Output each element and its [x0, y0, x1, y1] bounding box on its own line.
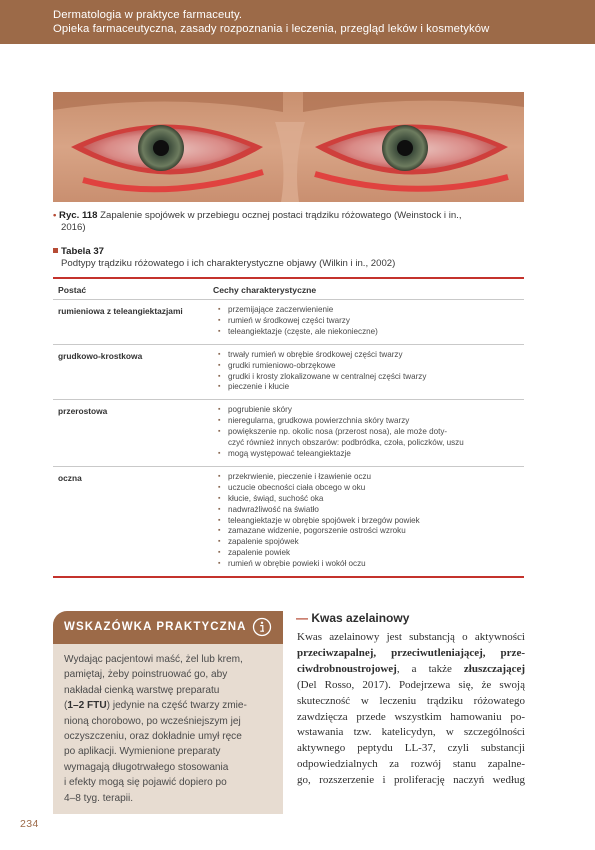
feature-item: ▪ grudki rumieniowo-obrzękowe: [218, 361, 524, 372]
row-subtype-name: oczna: [58, 472, 82, 483]
header-book-subtitle: Opieka farmaceutyczna, zasady rozpoznania i leczenia, przegląd leków i kosmetyków: [53, 23, 490, 35]
table-row: [53, 345, 524, 400]
feature-item: ▪ trwały rumień w obrębie środkowej części twarzy: [218, 350, 524, 361]
body-line: zawdzięcza przede wszystkim hamowaniu po-: [297, 710, 525, 723]
section-heading: [296, 611, 409, 625]
feature-item-text: powiększenie np. okolic nosa (przerost nosa), ale może doty-: [228, 427, 448, 437]
tip-line: wymagają długotrwałego stosowania: [64, 761, 229, 773]
tip-line: nakładał cienką warstwę preparatu: [64, 684, 220, 696]
body-line: wstawania tzw. katelicydyn, w szczególności: [297, 726, 525, 739]
row-subtype-name: przerostowa: [58, 406, 108, 417]
page-number: 234: [20, 818, 39, 830]
table-row: [53, 300, 524, 344]
feature-item: ▪ pogrubienie skóry: [218, 405, 524, 416]
body-line: go, rozszerzenie i proliferację naczyń według: [297, 774, 525, 787]
table-label: Tabela 37: [61, 246, 105, 257]
figure-photo-eyes: [53, 92, 524, 202]
feature-item: ▪ grudki i krosty zlokalizowane w centralnej części twarzy: [218, 372, 524, 383]
tip-line: nioną chorobowo, po wcześniejszym jej: [64, 715, 241, 727]
practical-tip-text: [64, 652, 276, 806]
feature-item: ▪ nieregularna, grudkowa powierzchnia skóry twarzy: [218, 416, 524, 427]
feature-item: ▪ zamazane widzenie, pogorszenie ostrości wzroku: [218, 526, 524, 537]
feature-item: ▪ kłucie, świąd, suchość oka: [218, 494, 524, 505]
heading-dash-icon: —: [296, 611, 308, 625]
practical-tip-header: [53, 611, 283, 644]
page-header: [0, 0, 595, 44]
row-subtype-name: grudkowo-krostkowa: [58, 350, 143, 361]
table-title: Podtypy trądziku różowatego i ich charakterystyczne objawy (Wilkin i in., 2002): [61, 258, 396, 269]
figure-caption: [53, 210, 528, 234]
practical-tip-box: [53, 644, 283, 814]
figure-label: Ryc. 118: [59, 210, 98, 221]
tip-line: pamiętaj, żeby poinstruować go, aby: [64, 669, 228, 681]
table-header-features: Cechy charakterystyczne: [213, 285, 317, 295]
row-feature-list: [218, 300, 524, 344]
body-line: Kwas azelainowy jest substancją o aktywności: [297, 631, 525, 643]
rosacea-subtypes-table: [53, 277, 524, 578]
feature-item: ▪ nadwrażliwość na światło: [218, 505, 524, 516]
table-caption: [53, 246, 528, 270]
row-feature-list: [218, 400, 524, 466]
figure-caption-text: Zapalenie spojówek w przebiegu ocznej postaci trądziku różowatego (Weinstock i in.,: [100, 210, 462, 221]
body-line: ciwdrobnoustrojowej, a także złuszczającej: [297, 662, 525, 675]
section-heading-text: Kwas azelainowy: [311, 611, 410, 625]
info-icon: [252, 617, 272, 637]
table-header-row: [53, 279, 524, 299]
row-feature-list: [218, 467, 524, 576]
feature-item: ▪ uczucie obecności ciała obcego w oku: [218, 483, 524, 494]
section-body-text: [297, 630, 525, 789]
feature-item: ▪ teleangiektazje w obrębie spojówek i brzegów powiek: [218, 516, 524, 527]
body-line: odpowiedzialnych za rozwój stanu zapalne-: [297, 758, 525, 771]
table-header-form: Postać: [58, 285, 87, 295]
feature-item: ▪ przekrwienie, pieczenie i łzawienie oczu: [218, 472, 524, 483]
feature-item-continuation: czyć również innych obszarów: podbródka, czoła, policzków, uszu: [228, 438, 464, 448]
feature-item: [218, 427, 524, 449]
tip-line: i efekty mogą się pojawić dopiero po: [64, 777, 227, 789]
feature-item: ▪ zapalenie powiek: [218, 548, 524, 559]
body-line: (Del Rosso, 2017). Podejrzewa się, że swoją: [297, 678, 525, 691]
tip-line: 4–8 tyg. terapii.: [64, 792, 134, 804]
feature-item: ▪ zapalenie spojówek: [218, 537, 524, 548]
table-row: [53, 400, 524, 466]
body-line: aktywnego peptydu LL-37, czyli substancji: [297, 742, 525, 755]
feature-item: ▪ przemijające zaczerwienienie: [218, 305, 524, 316]
eyes-illustration: [53, 92, 524, 202]
tip-line: po aplikacji. Wymienione preparaty: [64, 746, 221, 758]
square-bullet-icon: [53, 248, 58, 253]
row-subtype-name: rumieniowa z teleangiektazjami: [58, 306, 183, 316]
feature-item: ▪ pieczenie i kłucie: [218, 382, 524, 393]
practical-tip-title: WSKAZÓWKA PRAKTYCZNA: [64, 621, 247, 633]
feature-item: ▪ rumień w środkowej części twarzy: [218, 316, 524, 327]
tip-line: oczyszczeniu, oraz dokładnie umył ręce: [64, 731, 242, 743]
table-bottom-rule: [53, 576, 524, 578]
feature-item: ▪ rumień w obrębie powieki i wokół oczu: [218, 559, 524, 570]
body-line: przeciwzapalnej, przeciwutleniającej, prze-: [297, 646, 525, 659]
table-row: [53, 467, 524, 576]
figure-caption-text-cont: 2016): [61, 222, 86, 233]
feature-item: ▪ teleangiektazje (częste, ale niekonieczne): [218, 327, 524, 338]
body-line: skuteczność w leczeniu trądziku różowatego: [297, 694, 525, 707]
tip-ftu-bold: 1–2 FTU: [67, 700, 107, 712]
header-book-title: Dermatologia w praktyce farmaceuty.: [53, 9, 243, 21]
bullet-icon: •: [53, 210, 57, 221]
row-feature-list: [218, 345, 524, 400]
feature-item: ▪ mogą występować teleangiektazje: [218, 449, 524, 460]
tip-line: Wydając pacjentowi maść, żel lub krem,: [64, 654, 243, 665]
tip-line-ftu: (1–2 FTU) jedynie na część twarzy zmie-: [64, 700, 247, 712]
